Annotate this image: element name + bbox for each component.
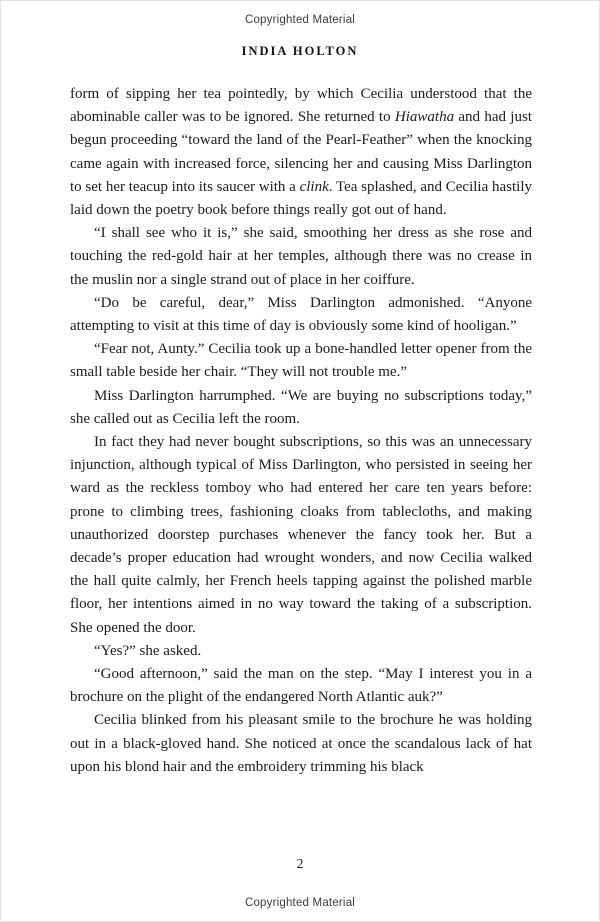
body-text-segment: Miss Darlington harrumphed. “We are buying no subscriptions today,” she called out as Cecilia left the room.: [70, 387, 532, 427]
paragraph: [70, 292, 532, 338]
body-text-segment: “I shall see who it is,” she said, smoothing her dress as she rose and touching the red-gold hair at her temples, although there was no crease in the muslin nor a single strand out of place in her coiffure.: [70, 225, 532, 288]
paragraph: [70, 431, 532, 640]
body-text-segment: “Good afternoon,” said the man on the step. “May I interest you in a brochure on the plight of the endangered North Atlantic auk?”: [70, 666, 532, 706]
paragraph: [70, 338, 532, 384]
body-text-segment: . Tea splashed, and Cecilia hastily laid down the poetry book before things really got out of hand.: [70, 178, 532, 219]
copyright-notice-top: Copyrighted Material: [244, 14, 356, 26]
body-text-segment: Cecilia blinked from his pleasant smile to the brochure he was holding out in a black-gloved hand. She noticed at once the scandalous lack of hat upon his blond hair and the embroidery trimming his black: [70, 712, 532, 775]
body-text-segment: “Fear not, Aunty.” Cecilia took up a bone-handled letter opener from the small table beside her chair. “They will not trouble me.”: [70, 341, 532, 381]
body-text-segment: form of sipping her tea pointedly, by which Cecilia understood that the abominable caller was to be ignored. She returned to: [70, 86, 532, 126]
paragraph: [70, 709, 532, 779]
body-text: [70, 83, 532, 779]
body-text-segment: In fact they had never bought subscriptions, so this was an unnecessary injunction, although typical of Miss Darlington, who persisted in seeing her ward as the reckless tomboy who had entered her care ten years before: prone to climbing trees, fashioning cloaks from tablecloths, and making unauthorized doorstep purchases whenever the fancy took her. But a decade’s proper education had wrought wonders, and now Cecilia walked the hall quite calmly, her French heels tapping against the polished marble floor, her intentions aimed in no way toward the taking of a subscription. She opened the door.: [70, 434, 532, 636]
paragraph: [70, 385, 532, 431]
body-text-segment: “Do be careful, dear,” Miss Darlington admonished. “Anyone attempting to visit at this time of day is obviously some kind of hooligan.”: [70, 294, 532, 335]
body-text-segment: “Yes?” she asked.: [94, 642, 202, 659]
page-number: 2: [296, 857, 304, 872]
running-header-author: INDIA HOLTON: [241, 44, 359, 58]
italic-text: clink: [299, 178, 329, 195]
copyright-notice-bottom: Copyrighted Material: [244, 897, 356, 909]
paragraph: [70, 222, 532, 292]
paragraph: [70, 83, 532, 222]
paragraph: [70, 663, 532, 709]
italic-text: Hiawatha: [394, 109, 455, 126]
paragraph: [70, 640, 532, 663]
body-text-segment: and had just begun proceeding “toward the land of the Pearl-Feather” when the knocking came again with increased force, silencing her and causing Miss Darlington to set her teacup into its saucer with a: [70, 109, 532, 195]
